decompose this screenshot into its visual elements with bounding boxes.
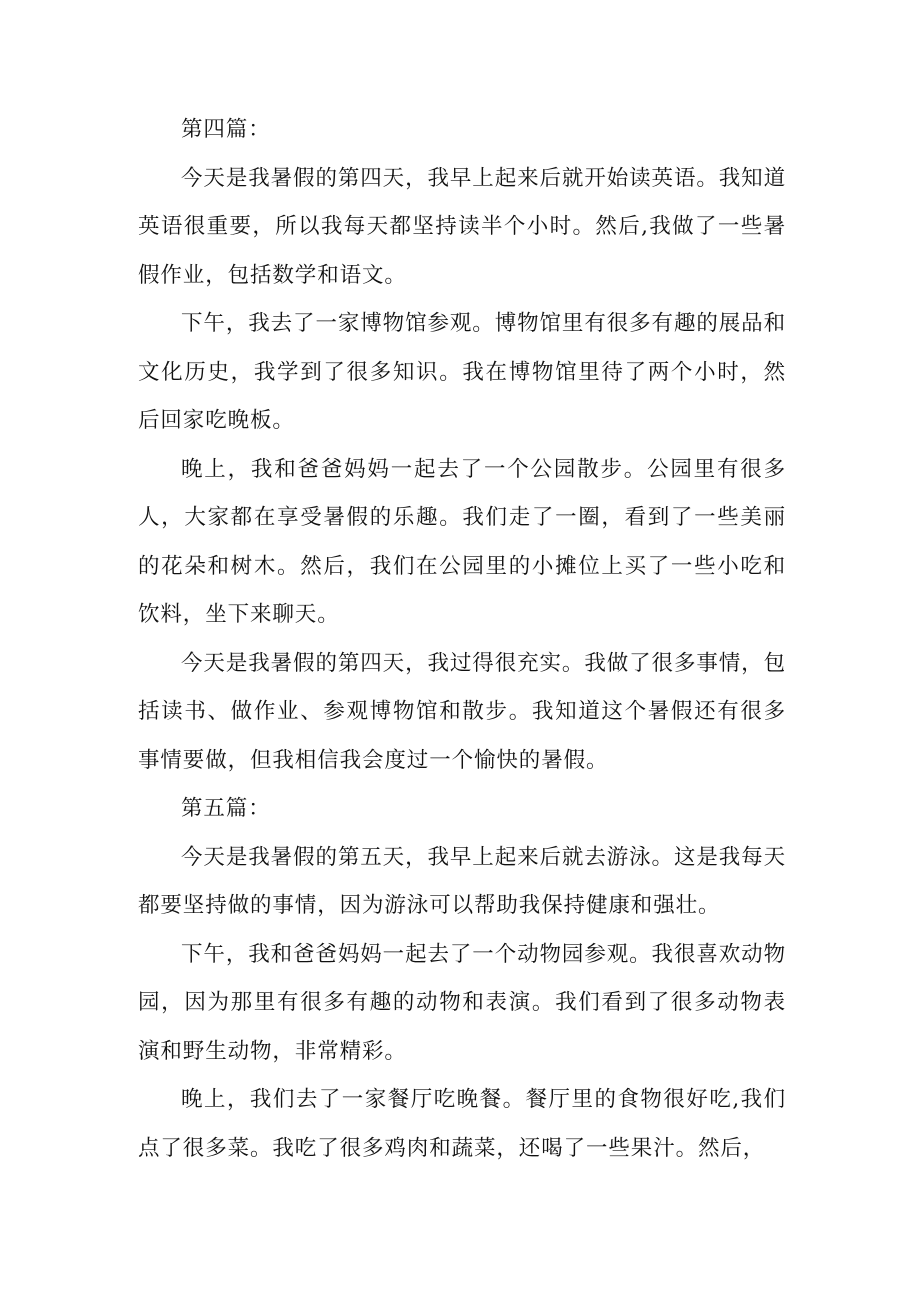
paragraph: 晚上，我们去了一家餐厅吃晚餐。餐厅里的食物很好吃,我们点了很多菜。我吃了很多鸡肉和蔬菜，还喝了一些果汁。然后， xyxy=(138,1087,786,1161)
paragraph: 今天是我暑假的第四天，我过得很充实。我做了很多事情，包括读书、做作业、参观博物馆和散步。我知道这个暑假还有很多事情要做，但我相信我会度过一个愉快的暑假。 xyxy=(138,650,786,773)
paragraph: 下午，我去了一家博物馆参观。博物馆里有很多有趣的展品和文化历史，我学到了很多知识。我在博物馆里待了两个小时，然后回家吃晚板。 xyxy=(138,311,786,433)
paragraph: 晚上，我和爸爸妈妈一起去了一个公园散步。公园里有很多人，大家都在享受暑假的乐趣。我们走了一圈，看到了一些美丽的花朵和树木。然后，我们在公园里的小摊位上买了一些小吃和饮料，坐下来聊天。 xyxy=(138,456,786,627)
document-body xyxy=(138,106,786,1173)
paragraph: 今天是我暑假的第五天，我早上起来后就去游泳。这是我每天都要坚持做的事情，因为游泳可以帮助我保持健康和强壮。 xyxy=(138,844,786,918)
paragraph: 今天是我暑假的第四天，我早上起来后就开始读英语。我知道英语很重要，所以我每天都坚持读半个小时。然后,我做了一些暑假作业，包括数学和语文。 xyxy=(138,165,786,288)
section-heading-4: 第四篇： xyxy=(181,117,271,142)
section-heading-5: 第五篇： xyxy=(181,796,271,821)
paragraph: 下午，我和爸爸妈妈一起去了一个动物园参观。我很喜欢动物园，因为那里有很多有趣的动物和表演。我们看到了很多动物表演和野生动物，非常精彩。 xyxy=(138,941,786,1064)
